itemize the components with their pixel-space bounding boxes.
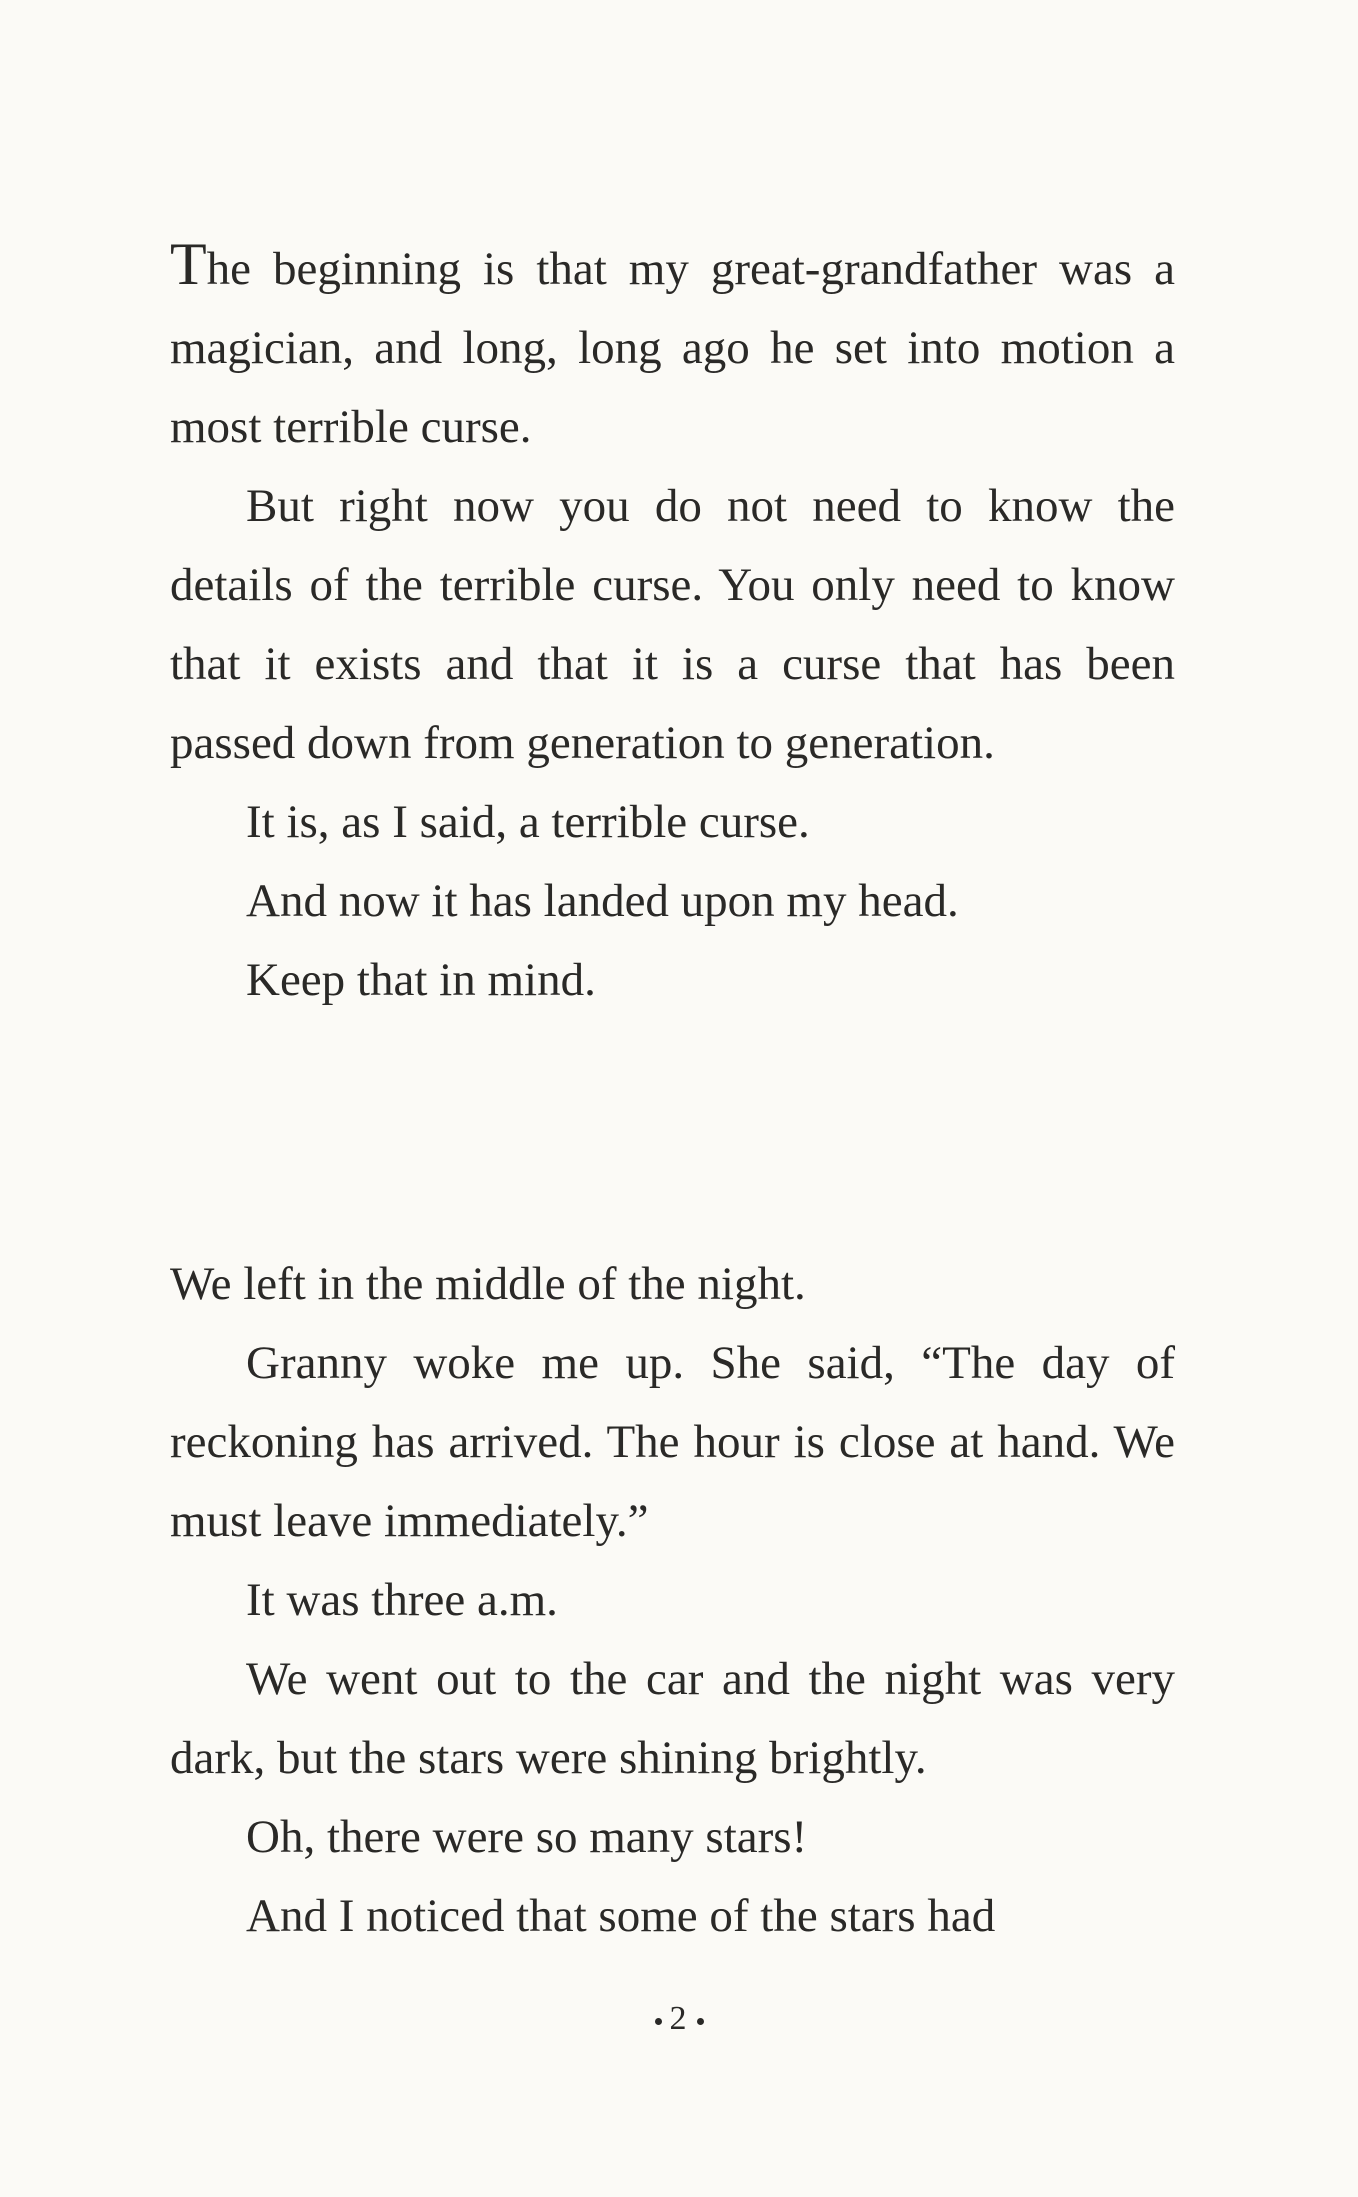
paragraph: We went out to the car and the night was very dark, but the stars were shining brightly.	[170, 1653, 1175, 1784]
paragraph: And I noticed that some of the stars had	[246, 1890, 996, 1942]
folio-dot-icon	[655, 2018, 662, 2025]
section-opening-paragraph: We left in the middle of the night.	[170, 1258, 806, 1310]
section-two	[170, 1245, 1175, 1956]
initial-letter: T	[170, 231, 207, 297]
section-one	[170, 225, 1175, 1020]
folio-dot-icon	[697, 2018, 704, 2025]
paragraph: Oh, there were so many stars!	[246, 1811, 808, 1863]
paragraph: It is, as I said, a terrible curse.	[246, 796, 810, 848]
page-number-text: 2	[669, 2000, 689, 2037]
paragraph: Granny woke me up. She said, “The day of reckoning has arrived. The hour is close at hand. We must leave immediately.”	[170, 1337, 1175, 1547]
paragraph: And now it has landed upon my head.	[246, 875, 959, 927]
paragraph: But right now you do not need to know the details of the terrible curse. You only need to know that it exists and that it is a curse that has been passed down from generation to generation.	[170, 480, 1175, 769]
opening-paragraph-text: he beginning is that my great-grandfather was a magician, and long, long ago he set into motion a most terrible curse.	[170, 243, 1175, 453]
opening-paragraph	[170, 225, 1175, 467]
paragraph: It was three a.m.	[246, 1574, 558, 1626]
page-number	[0, 2000, 1358, 2038]
paragraph: Keep that in mind.	[246, 954, 596, 1006]
